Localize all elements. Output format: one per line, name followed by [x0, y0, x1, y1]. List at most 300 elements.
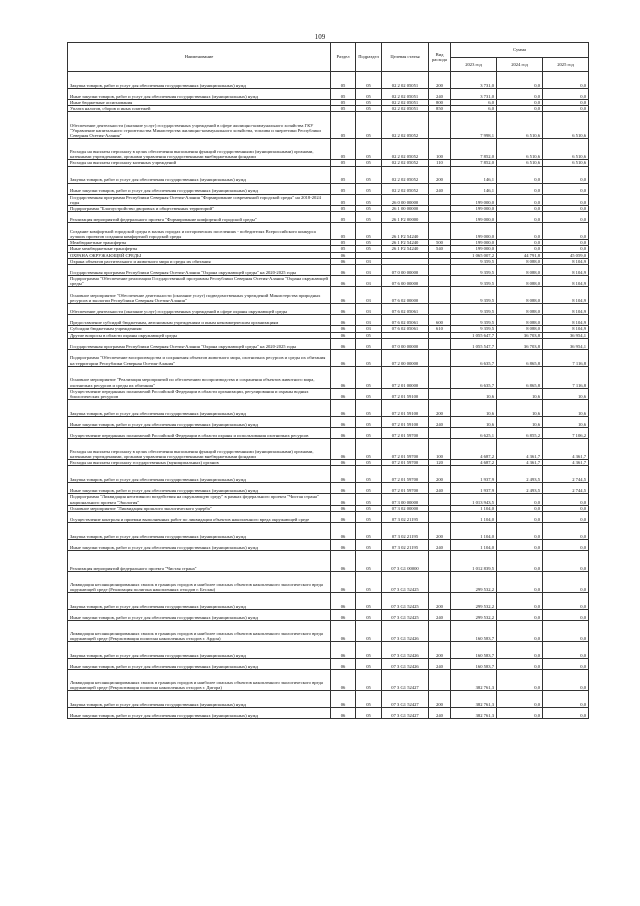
cell-subsection: 05 — [356, 670, 382, 691]
cell-2023: 9 359,5 — [451, 276, 497, 287]
cell-section: 06 — [331, 349, 356, 366]
table-row — [68, 183, 589, 194]
table-row — [68, 417, 589, 428]
cell-expense-type — [429, 366, 451, 388]
cell-subsection: 05 — [356, 439, 382, 460]
cell-2023: 1 055 547,7 — [451, 338, 497, 349]
cell-target: 07 0 00 00000 — [382, 265, 429, 276]
cell-section: 06 — [331, 258, 356, 264]
cell-expense-type — [429, 112, 451, 139]
page-number: 109 — [314, 33, 326, 41]
cell-2025: 7 106,2 — [543, 428, 589, 439]
cell-target: 02 2 02 05051 — [382, 100, 429, 106]
cell-target: 07 2 01 00000 — [382, 366, 429, 388]
cell-target: 07 6 00 00000 — [382, 276, 429, 287]
header-section: Раздел — [331, 43, 356, 72]
cell-2024: 0,0 — [497, 551, 543, 572]
cell-2024: 6 855,2 — [497, 428, 543, 439]
cell-target: 02 2 02 05052 — [382, 139, 429, 160]
cell-name: Другие вопросы в области охраны окружающей среды — [68, 332, 331, 338]
cell-2025: 0,0 — [543, 551, 589, 572]
cell-2024: 0,0 — [497, 166, 543, 183]
cell-expense-type — [429, 194, 451, 205]
cell-2025: 0,0 — [543, 89, 589, 100]
cell-subsection: 05 — [356, 460, 382, 466]
cell-target: 07 3 02 21195 — [382, 512, 429, 523]
cell-2024: 36 703,8 — [497, 338, 543, 349]
cell-section: 06 — [331, 572, 356, 593]
cell-2023: 10,6 — [451, 400, 497, 417]
cell-name: Расходы на выплаты персоналу в целях обеспечения выполнения функций государственными (муниципальными) органами, казенными учреждениями, органами управления государственными внебюджетными фондами — [68, 439, 331, 460]
cell-subsection: 05 — [356, 572, 382, 593]
cell-2023: 1 055 647,7 — [451, 332, 497, 338]
cell-2024: 0,0 — [497, 206, 543, 212]
cell-target: 07 2 01 59700 — [382, 460, 429, 466]
cell-subsection: 05 — [356, 540, 382, 551]
budget-table — [67, 42, 589, 719]
cell-expense-type: 240 — [429, 89, 451, 100]
cell-expense-type: 800 — [429, 100, 451, 106]
cell-2024: 0,0 — [497, 610, 543, 621]
cell-target: 02 2 02 05051 — [382, 106, 429, 112]
cell-2023: 1 937,9 — [451, 466, 497, 483]
cell-section: 05 — [331, 72, 356, 89]
cell-expense-type — [429, 223, 451, 240]
cell-expense-type — [429, 551, 451, 572]
cell-2023: 7 998,1 — [451, 112, 497, 139]
cell-target: 07 3 02 21195 — [382, 540, 429, 551]
cell-expense-type — [429, 428, 451, 439]
cell-2025: 8 104,9 — [543, 258, 589, 264]
cell-2024: 6 510,6 — [497, 160, 543, 166]
cell-2023: 199 000,0 — [451, 240, 497, 246]
cell-2023: 1 012 839,5 — [451, 551, 497, 572]
header-target: Целевая статья — [382, 43, 429, 72]
cell-2025: 0,0 — [543, 72, 589, 89]
cell-expense-type: 850 — [429, 106, 451, 112]
cell-expense-type: 240 — [429, 708, 451, 719]
cell-subsection: 05 — [356, 466, 382, 483]
cell-2025: 6 510,6 — [543, 139, 589, 160]
cell-2024: 0,0 — [497, 642, 543, 659]
cell-2023: 9 359,5 — [451, 315, 497, 326]
cell-name: Закупка товаров, работ и услуг для обеспечения государственных (муниципальных) нужд — [68, 400, 331, 417]
cell-2023: 160 583,7 — [451, 642, 497, 659]
cell-expense-type: 110 — [429, 160, 451, 166]
cell-section: 06 — [331, 483, 356, 494]
cell-2024: 0,0 — [497, 100, 543, 106]
cell-target: 07 0 00 00000 — [382, 338, 429, 349]
cell-2025: 0,0 — [543, 106, 589, 112]
header-sum: Сумма — [451, 43, 589, 58]
cell-2025: 36 954,1 — [543, 332, 589, 338]
cell-expense-type — [429, 388, 451, 399]
cell-2024: 2 493,5 — [497, 483, 543, 494]
cell-section: 06 — [331, 593, 356, 610]
cell-subsection: 05 — [356, 106, 382, 112]
cell-section: 05 — [331, 106, 356, 112]
cell-name: Закупка товаров, работ и услуг для обеспечения государственных (муниципальных) нужд — [68, 593, 331, 610]
cell-subsection: 05 — [356, 183, 382, 194]
table-row — [68, 551, 589, 572]
cell-section: 06 — [331, 505, 356, 511]
cell-expense-type — [429, 572, 451, 593]
cell-target: 07 3 G1 00000 — [382, 551, 429, 572]
cell-subsection: 03 — [356, 315, 382, 326]
cell-2025: 8 104,9 — [543, 265, 589, 276]
cell-section: 06 — [331, 417, 356, 428]
cell-2025: 8 104,9 — [543, 326, 589, 332]
cell-name: Закупка товаров, работ и услуг для обеспечения государственных (муниципальных) нужд — [68, 166, 331, 183]
cell-subsection: 05 — [356, 691, 382, 708]
cell-section: 06 — [331, 512, 356, 523]
table-row — [68, 494, 589, 505]
table-row — [68, 593, 589, 610]
header-year-2024: 2024 год — [497, 58, 543, 72]
cell-subsection: 03 — [356, 265, 382, 276]
cell-name: Государственная программа Республики Северная Осетия-Алания "Формирование современной городской среды" на 2018-2024 годы — [68, 194, 331, 205]
cell-section: 05 — [331, 112, 356, 139]
table-row — [68, 428, 589, 439]
cell-target: 07 3 G1 52425 — [382, 572, 429, 593]
cell-name: Создание комфортной городской среды в малых городах и исторических поселениях - победителях Всероссийского конкурса лучших проектов создания комфортной городской среды — [68, 223, 331, 240]
cell-2024: 0,0 — [497, 708, 543, 719]
cell-2025: 0,0 — [543, 223, 589, 240]
cell-2023: 199 000,0 — [451, 223, 497, 240]
cell-section: 06 — [331, 494, 356, 505]
cell-target: 26 1 F2 54240 — [382, 223, 429, 240]
cell-2024: 0,0 — [497, 212, 543, 223]
cell-2023: 4 687,2 — [451, 439, 497, 460]
cell-2025: 4 361,7 — [543, 439, 589, 460]
cell-expense-type: 240 — [429, 183, 451, 194]
cell-2023: 10,6 — [451, 388, 497, 399]
cell-2023: 7 852,0 — [451, 160, 497, 166]
cell-section: 06 — [331, 670, 356, 691]
cell-name: Уплата налогов, сборов и иных платежей — [68, 106, 331, 112]
cell-2024: 0,0 — [497, 89, 543, 100]
cell-2025: 0,0 — [543, 670, 589, 691]
table-row — [68, 349, 589, 366]
cell-2024: 8 088,0 — [497, 304, 543, 315]
cell-expense-type: 240 — [429, 540, 451, 551]
cell-target: 07 3 G1 52425 — [382, 593, 429, 610]
cell-subsection: 05 — [356, 505, 382, 511]
cell-2024: 44 791,8 — [497, 252, 543, 258]
cell-2024: 0,0 — [497, 240, 543, 246]
cell-expense-type — [429, 287, 451, 304]
cell-2023: 382 761,3 — [451, 708, 497, 719]
table-row — [68, 338, 589, 349]
cell-expense-type — [429, 276, 451, 287]
cell-2025: 0,0 — [543, 610, 589, 621]
cell-subsection: 05 — [356, 494, 382, 505]
cell-section: 05 — [331, 212, 356, 223]
cell-target: 26 1 F2 54240 — [382, 246, 429, 252]
cell-2023: 1 013 943,5 — [451, 494, 497, 505]
cell-section: 06 — [331, 691, 356, 708]
cell-2025: 4 361,7 — [543, 460, 589, 466]
cell-2024: 0,0 — [497, 106, 543, 112]
cell-section: 05 — [331, 100, 356, 106]
table-row — [68, 112, 589, 139]
cell-name: Подпрограмма "Ликвидация негативного воздействия на окружающую среду" в рамках федерального проекта "Чистая страна" национального проекта "Экология" — [68, 494, 331, 505]
table-row — [68, 223, 589, 240]
cell-subsection: 05 — [356, 100, 382, 106]
cell-expense-type: 100 — [429, 139, 451, 160]
cell-section: 05 — [331, 166, 356, 183]
table-row — [68, 610, 589, 621]
cell-2024: 8 088,0 — [497, 276, 543, 287]
cell-target: 07 2 01 59700 — [382, 483, 429, 494]
cell-subsection: 05 — [356, 166, 382, 183]
cell-2025: 7 116,8 — [543, 349, 589, 366]
cell-2025: 0,0 — [543, 166, 589, 183]
cell-expense-type: 200 — [429, 400, 451, 417]
table-row — [68, 659, 589, 670]
cell-2025: 0,0 — [543, 708, 589, 719]
cell-subsection: 05 — [356, 349, 382, 366]
cell-name: Осуществление контроля и приемки выполненных работ по ликвидации объектов накопленного вреда окружающей среде — [68, 512, 331, 523]
cell-target: 26 1 00 00000 — [382, 206, 429, 212]
header-year-2023: 2023 год — [451, 58, 497, 72]
cell-section: 05 — [331, 194, 356, 205]
cell-name: Закупка товаров, работ и услуг для обеспечения государственных (муниципальных) нужд — [68, 642, 331, 659]
cell-target: 07 3 G1 52425 — [382, 610, 429, 621]
cell-target: 07 6 02 05061 — [382, 326, 429, 332]
header-year-2025: 2025 год — [543, 58, 589, 72]
cell-section: 06 — [331, 610, 356, 621]
cell-target: 07 2 01 59100 — [382, 388, 429, 399]
cell-target: 07 2 01 59700 — [382, 428, 429, 439]
cell-2024: 6 510,6 — [497, 112, 543, 139]
cell-name: Ликвидация несанкционированных свалок в границах городов и наиболее опасных объектов накопленного экологического вреда окружающей среде (Рекультивация полигона накопленных отходов г. Дигора) — [68, 670, 331, 691]
cell-expense-type: 200 — [429, 466, 451, 483]
cell-2025: 0,0 — [543, 540, 589, 551]
cell-expense-type: 240 — [429, 483, 451, 494]
cell-subsection: 05 — [356, 332, 382, 338]
cell-subsection: 05 — [356, 417, 382, 428]
cell-name: Основное мероприятие "Ликвидация прошлого экологического ущерба" — [68, 505, 331, 511]
cell-2024: 8 088,0 — [497, 265, 543, 276]
cell-subsection: 05 — [356, 610, 382, 621]
cell-section: 06 — [331, 642, 356, 659]
cell-target: 07 2 01 59700 — [382, 439, 429, 460]
cell-2025: 45 059,0 — [543, 252, 589, 258]
cell-2024: 36 703,8 — [497, 332, 543, 338]
cell-2024: 6 510,6 — [497, 139, 543, 160]
cell-name: Осуществление переданных полномочий Российской Федерации в области организации, регулирования и охраны водных биологических ресурсов — [68, 388, 331, 399]
cell-2025: 0,0 — [543, 621, 589, 642]
cell-target: 02 2 02 05052 — [382, 166, 429, 183]
cell-2023: 3 731,0 — [451, 72, 497, 89]
table-row — [68, 388, 589, 399]
cell-expense-type: 200 — [429, 593, 451, 610]
cell-2024: 0,0 — [497, 691, 543, 708]
cell-name: Иные закупки товаров, работ и услуг для обеспечения государственных (муниципальных) нужд — [68, 483, 331, 494]
cell-2025: 0,0 — [543, 194, 589, 205]
table-row — [68, 523, 589, 540]
cell-2025: 7 116,8 — [543, 366, 589, 388]
cell-subsection: 05 — [356, 400, 382, 417]
cell-target: 07 2 00 00000 — [382, 349, 429, 366]
cell-name: Ликвидация несанкционированных свалок в границах городов и наиболее опасных объектов накопленного экологического вреда окружающей среде (Рекультивация полигона накопленных отходов г. Ардон) — [68, 621, 331, 642]
cell-2024: 8 088,0 — [497, 287, 543, 304]
cell-name: Расходы на выплаты персоналу в целях обеспечения выполнения функций государственными (муниципальными) органами, казенными учреждениями, органами управления государственными внебюджетными фондами — [68, 139, 331, 160]
cell-target: 07 3 00 00000 — [382, 494, 429, 505]
cell-2025: 0,0 — [543, 593, 589, 610]
cell-target: 02 2 02 05051 — [382, 89, 429, 100]
cell-target: 07 3 G1 52426 — [382, 659, 429, 670]
cell-name: Межбюджетные трансферты — [68, 240, 331, 246]
cell-target: 07 3 02 21195 — [382, 523, 429, 540]
cell-section: 05 — [331, 160, 356, 166]
cell-expense-type: 240 — [429, 659, 451, 670]
cell-expense-type — [429, 670, 451, 691]
cell-section: 05 — [331, 183, 356, 194]
table-row — [68, 708, 589, 719]
cell-target: 07 6 02 05061 — [382, 315, 429, 326]
cell-target: 07 3 G1 52427 — [382, 708, 429, 719]
cell-section: 06 — [331, 252, 356, 258]
cell-target: 07 3 G1 52426 — [382, 642, 429, 659]
cell-subsection: 05 — [356, 240, 382, 246]
cell-2024: 0,0 — [497, 593, 543, 610]
cell-expense-type: 600 — [429, 315, 451, 326]
cell-section: 06 — [331, 276, 356, 287]
cell-subsection: 03 — [356, 276, 382, 287]
cell-name: Расходы на выплаты персоналу казенных учреждений — [68, 160, 331, 166]
cell-name: Иные закупки товаров, работ и услуг для обеспечения государственных (муниципальных) нужд — [68, 659, 331, 670]
cell-expense-type: 240 — [429, 417, 451, 428]
cell-2023: 1 104,0 — [451, 505, 497, 511]
cell-2023: 382 761,3 — [451, 670, 497, 691]
cell-section: 06 — [331, 388, 356, 399]
cell-target: 07 3 G1 52427 — [382, 691, 429, 708]
cell-section: 06 — [331, 287, 356, 304]
cell-2025: 10,6 — [543, 400, 589, 417]
cell-2024: 0,0 — [497, 72, 543, 89]
cell-target: 07 2 01 59700 — [382, 466, 429, 483]
cell-expense-type — [429, 494, 451, 505]
cell-expense-type: 200 — [429, 166, 451, 183]
cell-name: Субсидии бюджетным учреждениям — [68, 326, 331, 332]
cell-subsection: 05 — [356, 139, 382, 160]
cell-subsection: 05 — [356, 642, 382, 659]
table-row — [68, 265, 589, 276]
cell-2025: 0,0 — [543, 642, 589, 659]
cell-name: Предоставление субсидий бюджетным, автономным учреждениям и иным некоммерческим организациям — [68, 315, 331, 326]
table-row — [68, 72, 589, 89]
header-expense-type: Вид расхода — [429, 43, 451, 72]
table-row — [68, 691, 589, 708]
cell-subsection: 05 — [356, 246, 382, 252]
table-row — [68, 287, 589, 304]
cell-subsection: 05 — [356, 89, 382, 100]
cell-2023: 1 104,0 — [451, 512, 497, 523]
cell-subsection: 05 — [356, 621, 382, 642]
table-row — [68, 304, 589, 315]
cell-target: 07 3 02 00000 — [382, 505, 429, 511]
table-row — [68, 670, 589, 691]
cell-subsection: 05 — [356, 593, 382, 610]
cell-2023: 1 065 007,2 — [451, 252, 497, 258]
cell-section: 06 — [331, 400, 356, 417]
table-row — [68, 540, 589, 551]
cell-name: Охрана объектов растительного и животного мира и среды их обитания — [68, 258, 331, 264]
cell-expense-type — [429, 304, 451, 315]
header-subsection: Подраздел — [356, 43, 382, 72]
cell-section: 05 — [331, 206, 356, 212]
cell-2025: 8 104,9 — [543, 304, 589, 315]
table-row — [68, 483, 589, 494]
table-row — [68, 315, 589, 326]
cell-2023: 9 359,5 — [451, 265, 497, 276]
cell-2025: 0,0 — [543, 212, 589, 223]
cell-name: Подпрограмма "Обеспечение реализации Государственной программы Республики Северная Осетия-Алания "Охрана окружающей среды" — [68, 276, 331, 287]
cell-2024: 6 865,8 — [497, 366, 543, 388]
table-row — [68, 139, 589, 160]
cell-section: 05 — [331, 89, 356, 100]
cell-subsection: 05 — [356, 551, 382, 572]
cell-name: Иные закупки товаров, работ и услуг для обеспечения государственных (муниципальных) нужд — [68, 540, 331, 551]
cell-2023: 299 532,2 — [451, 572, 497, 593]
cell-2025: 0,0 — [543, 100, 589, 106]
cell-section: 05 — [331, 139, 356, 160]
cell-2023: 199 000,0 — [451, 212, 497, 223]
cell-subsection: 05 — [356, 708, 382, 719]
cell-2024: 10,6 — [497, 417, 543, 428]
cell-expense-type — [429, 349, 451, 366]
cell-2024: 0,0 — [497, 572, 543, 593]
cell-2023: 1 937,9 — [451, 483, 497, 494]
cell-name: Государственная программа Республики Северная Осетия-Алания "Охрана окружающей среды" на 2020-2025 годы — [68, 265, 331, 276]
cell-2025: 2 744,5 — [543, 466, 589, 483]
cell-name: Иные межбюджетные трансферты — [68, 246, 331, 252]
cell-2023: 160 583,7 — [451, 659, 497, 670]
cell-expense-type: 540 — [429, 246, 451, 252]
cell-2025: 0,0 — [543, 691, 589, 708]
cell-subsection: 05 — [356, 428, 382, 439]
cell-section: 06 — [331, 540, 356, 551]
cell-2025: 0,0 — [543, 512, 589, 523]
cell-target: 07 6 02 05061 — [382, 304, 429, 315]
cell-2024: 0,0 — [497, 183, 543, 194]
cell-2023: 199 000,0 — [451, 194, 497, 205]
cell-expense-type: 240 — [429, 610, 451, 621]
cell-2024: 4 361,7 — [497, 439, 543, 460]
cell-2025: 10,6 — [543, 388, 589, 399]
cell-2023: 146,1 — [451, 183, 497, 194]
cell-section: 06 — [331, 304, 356, 315]
cell-2025: 0,0 — [543, 246, 589, 252]
cell-section: 05 — [331, 223, 356, 240]
cell-2024: 0,0 — [497, 512, 543, 523]
cell-2025: 0,0 — [543, 206, 589, 212]
table-row — [68, 621, 589, 642]
cell-name: Основное мероприятие "Реализация мероприятий по обеспечению воспроизводства и сохранения объектов животного мира, охотничьих ресурсов и среды их обитания" — [68, 366, 331, 388]
cell-subsection: 05 — [356, 194, 382, 205]
table-row — [68, 512, 589, 523]
cell-2023: 9 359,5 — [451, 326, 497, 332]
cell-subsection: 05 — [356, 112, 382, 139]
table-row — [68, 276, 589, 287]
cell-subsection: 03 — [356, 258, 382, 264]
cell-2023: 6,0 — [451, 106, 497, 112]
cell-target: 02 2 02 05052 — [382, 112, 429, 139]
cell-2023: 382 761,3 — [451, 691, 497, 708]
cell-2025: 8 104,9 — [543, 276, 589, 287]
